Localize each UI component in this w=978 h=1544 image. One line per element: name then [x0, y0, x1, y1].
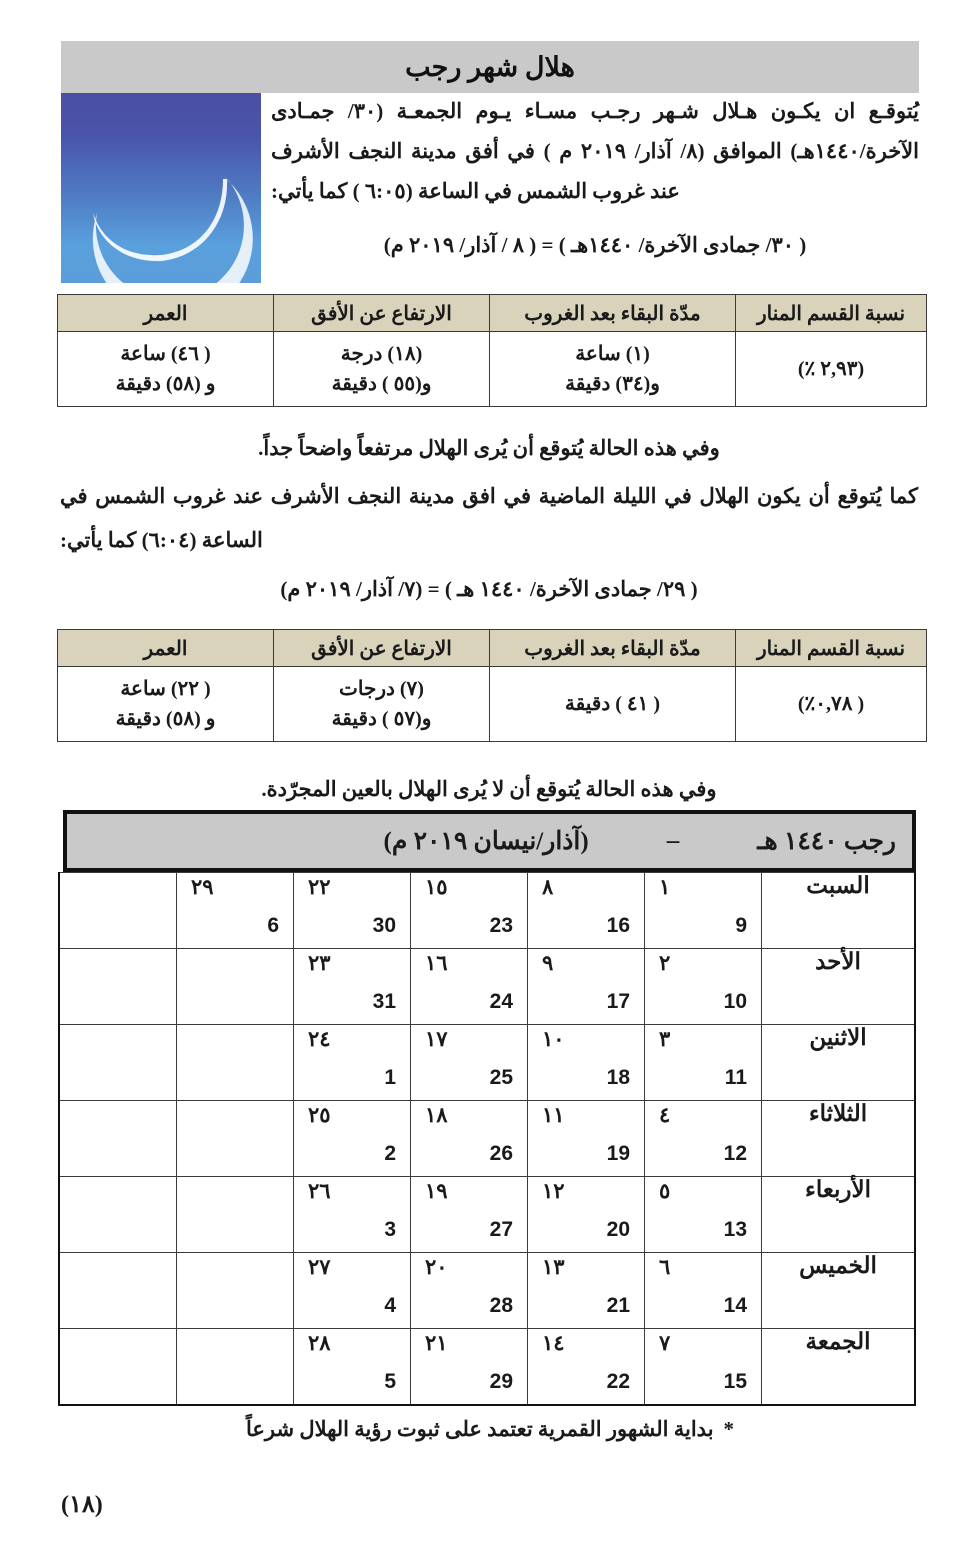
calendar-day-cell[interactable]: [177, 1329, 294, 1406]
calendar-day-cell[interactable]: [411, 1177, 528, 1253]
calendar-row: [59, 1177, 915, 1253]
intro-line-3: عند غروب الشمس في الساعة (٦:٠٥ ) كما يأتي:: [271, 179, 680, 203]
calendar-day-cell[interactable]: [59, 1177, 177, 1253]
footnote-text: بداية الشهور القمرية تعتمد على ثبوت رؤية الهلال شرعاً: [245, 1417, 714, 1441]
table-row: [58, 667, 927, 742]
calendar-day-cell[interactable]: [294, 873, 411, 949]
calendar-gregorian-date: 9: [735, 914, 747, 937]
calendar-day-cell[interactable]: [177, 1025, 294, 1101]
footnote: [61, 1417, 919, 1442]
calendar-hijri-date: ١٨: [425, 1103, 448, 1127]
calendar-gregorian-date: 15: [723, 1370, 747, 1393]
calendar-gregorian-date: 24: [489, 990, 513, 1013]
calendar-hijri-date: ٧: [659, 1331, 671, 1355]
calendar-gregorian-date: 21: [606, 1294, 630, 1317]
crescent-moon-photo: [61, 93, 261, 283]
calendar-hijri-date: ٣: [659, 1027, 671, 1051]
calendar-day-cell[interactable]: [528, 1253, 645, 1329]
calendar-day-cell[interactable]: [528, 949, 645, 1025]
calendar-gregorian-date: 23: [489, 914, 513, 937]
calendar-day-cell[interactable]: [645, 949, 762, 1025]
note-previous-night-line-2: الساعة (٦:٠٤) كما يأتي:: [60, 528, 263, 552]
calendar-gregorian-date: 31: [372, 990, 396, 1013]
th-irtifa-ufuq: الارتفاع عن الأفق: [274, 295, 490, 332]
calendar-day-cell[interactable]: [177, 1253, 294, 1329]
td-nisbat-qism-munar: ( ٠,٧٨٪): [736, 667, 927, 742]
intro-section: [61, 93, 919, 286]
calendar-gregorian-date: 5: [384, 1370, 396, 1393]
calendar-day-name: الأربعاء: [762, 1177, 916, 1253]
calendar-gregorian-date: 20: [606, 1218, 630, 1241]
calendar-hijri-date: ٢٥: [308, 1103, 331, 1127]
calendar-gregorian-date: 17: [606, 990, 630, 1013]
td-muddat-baqa: (١) ساعة و(٣٤) دقيقة: [490, 332, 736, 407]
calendar-day-cell[interactable]: [528, 1329, 645, 1406]
calendar-day-cell[interactable]: [645, 873, 762, 949]
calendar-gregorian-months: (آذار/نيسان ٢٠١٩ م): [383, 828, 589, 855]
calendar-day-cell[interactable]: [645, 1177, 762, 1253]
calendar-day-cell[interactable]: [59, 1329, 177, 1406]
calendar-day-cell[interactable]: [645, 1025, 762, 1101]
calendar-hijri-date: ٢٠: [425, 1255, 448, 1279]
note-after-table-2: وفي هذه الحالة يُتوقع أن لا يُرى الهلال بالعين المجرّدة.: [261, 777, 717, 801]
calendar-gregorian-date: 2: [384, 1142, 396, 1165]
calendar-gregorian-date: 25: [489, 1066, 513, 1089]
calendar-day-name: السبت: [762, 873, 916, 949]
calendar-day-cell[interactable]: [177, 873, 294, 949]
calendar-day-cell[interactable]: [294, 949, 411, 1025]
intro-line-2: الآخرة/١٤٤٠هـ) الموافق (٨/ آذار/ ٢٠١٩ م ) في أفق مدينة النجف الأشرف: [271, 139, 919, 163]
calendar-hijri-date: ١٧: [425, 1027, 448, 1051]
calendar-gregorian-date: 16: [606, 914, 630, 937]
table-header-row: [58, 630, 927, 667]
calendar-gregorian-date: 26: [489, 1142, 513, 1165]
th-muddat-baqa: مدّة البقاء بعد الغروب: [490, 630, 736, 667]
calendar-day-cell[interactable]: [294, 1177, 411, 1253]
td-umr: ( ٤٦) ساعة و (٥٨) دقيقة: [58, 332, 274, 407]
calendar-day-cell[interactable]: [177, 949, 294, 1025]
intro-line-1: يُتوقـع ان يكـون هـلال شـهر رجـب مسـاء يـوم الجمعـة (٣٠/ جمـادى: [271, 99, 920, 123]
calendar-day-cell[interactable]: [411, 949, 528, 1025]
calendar-day-cell[interactable]: [59, 1025, 177, 1101]
calendar-hijri-date: ٢: [659, 951, 671, 975]
th-nisbat-qism-munar: نسبة القسم المنار: [736, 630, 927, 667]
calendar-gregorian-date: 28: [489, 1294, 513, 1317]
calendar-day-name: الاثنين: [762, 1025, 916, 1101]
table-header-row: [58, 295, 927, 332]
td-irtifa-ufuq: (١٨) درجة و(٥٥ ) دقيقة: [274, 332, 490, 407]
calendar-day-cell[interactable]: [411, 1101, 528, 1177]
td-umr: ( ٢٢) ساعة و (٥٨) دقيقة: [58, 667, 274, 742]
calendar-day-cell[interactable]: [645, 1253, 762, 1329]
calendar-hijri-date: ٢١: [425, 1331, 448, 1355]
calendar-hijri-date: ١٣: [542, 1255, 565, 1279]
calendar-day-cell[interactable]: [59, 949, 177, 1025]
month-calendar: [63, 810, 916, 1406]
calendar-day-cell[interactable]: [645, 1329, 762, 1406]
th-nisbat-qism-munar: نسبة القسم المنار: [736, 295, 927, 332]
calendar-day-cell[interactable]: [59, 1253, 177, 1329]
calendar-header: [63, 810, 916, 872]
crescent-shape-icon: [61, 93, 261, 283]
calendar-day-name: الثلاثاء: [762, 1101, 916, 1177]
calendar-hijri-date: ٢٦: [308, 1179, 331, 1203]
calendar-gregorian-date: 13: [723, 1218, 747, 1241]
page-number: (١٨): [61, 1492, 103, 1518]
calendar-day-cell[interactable]: [645, 1101, 762, 1177]
calendar-row: [59, 1253, 915, 1329]
calendar-row: [59, 1329, 915, 1406]
calendar-day-name: الأحد: [762, 949, 916, 1025]
calendar-hijri-date: ١٦: [425, 951, 448, 975]
calendar-hijri-date: ١٠: [542, 1027, 565, 1051]
calendar-day-cell[interactable]: [411, 1253, 528, 1329]
calendar-hijri-date: ١٥: [425, 875, 448, 899]
calendar-hijri-date: ٨: [542, 875, 554, 899]
calendar-day-cell[interactable]: [411, 1025, 528, 1101]
hilal-data-table-2: [57, 629, 927, 742]
calendar-row: [59, 873, 915, 949]
calendar-gregorian-date: 4: [384, 1294, 396, 1317]
calendar-day-cell[interactable]: [59, 1101, 177, 1177]
calendar-hijri-date: ٥: [659, 1179, 671, 1203]
calendar-hijri-date: ٦: [659, 1255, 671, 1279]
calendar-day-cell[interactable]: [294, 1025, 411, 1101]
footnote-star-icon: *: [723, 1417, 735, 1441]
calendar-hijri-month: رجب ١٤٤٠ هـ: [757, 828, 896, 855]
calendar-hijri-date: ١٢: [542, 1179, 565, 1203]
calendar-day-cell[interactable]: [528, 1101, 645, 1177]
td-nisbat-qism-munar: (٢,٩٣ ٪): [736, 332, 927, 407]
calendar-gregorian-date: 19: [606, 1142, 630, 1165]
calendar-day-cell[interactable]: [294, 1101, 411, 1177]
calendar-gregorian-date: 14: [723, 1294, 747, 1317]
th-muddat-baqa: مدّة البقاء بعد الغروب: [490, 295, 736, 332]
calendar-hijri-date: ٢٢: [308, 875, 331, 899]
table-row: [58, 332, 927, 407]
calendar-day-cell[interactable]: [528, 1177, 645, 1253]
calendar-hijri-date: ٤: [659, 1103, 671, 1127]
calendar-body: [59, 873, 915, 1406]
calendar-day-cell[interactable]: [294, 1253, 411, 1329]
calendar-day-cell[interactable]: [294, 1329, 411, 1406]
calendar-day-cell[interactable]: [177, 1177, 294, 1253]
calendar-gregorian-date: 27: [489, 1218, 513, 1241]
intro-equation: ( ٣٠/ جمادى الآخرة/ ١٤٤٠هـ ) = ( ٨ / آذار/ ٢٠١٩ م): [383, 233, 807, 257]
calendar-gregorian-date: 30: [372, 914, 396, 937]
calendar-gregorian-date: 12: [723, 1142, 747, 1165]
calendar-hijri-date: ١: [659, 875, 671, 899]
calendar-day-name: الجمعة: [762, 1329, 916, 1406]
calendar-gregorian-date: 22: [606, 1370, 630, 1393]
page-title-bar: [61, 41, 919, 93]
intro-paragraph: [271, 91, 919, 211]
calendar-hijri-date: ١٩: [425, 1179, 448, 1203]
calendar-day-cell[interactable]: [411, 1329, 528, 1406]
note-previous-night-line-1: كما يُتوقع أن يكون الهلال في الليلة الماضية في افق مدينة النجف الأشرف عند غروب الشمس في: [60, 484, 918, 508]
calendar-hijri-date: ٢٤: [308, 1027, 331, 1051]
calendar-hijri-date: ١١: [542, 1103, 565, 1127]
calendar-hijri-date: ٢٩: [191, 875, 214, 899]
calendar-hijri-date: ١٤: [542, 1331, 565, 1355]
calendar-hijri-date: ٩: [542, 951, 554, 975]
th-umr: العمر: [58, 630, 274, 667]
calendar-gregorian-date: 1: [384, 1066, 396, 1089]
th-umr: العمر: [58, 295, 274, 332]
calendar-day-name: الخميس: [762, 1253, 916, 1329]
hilal-data-table-1: [57, 294, 927, 407]
calendar-day-cell[interactable]: [177, 1101, 294, 1177]
calendar-gregorian-date: 6: [267, 914, 279, 937]
td-muddat-baqa: ( ٤١ ) دقيقة: [490, 667, 736, 742]
calendar-row: [59, 1025, 915, 1101]
calendar-row: [59, 1101, 915, 1177]
calendar-day-cell[interactable]: [528, 1025, 645, 1101]
calendar-day-cell[interactable]: [411, 873, 528, 949]
calendar-hijri-date: ٢٨: [308, 1331, 331, 1355]
calendar-row: [59, 949, 915, 1025]
note-after-table-1: وفي هذه الحالة يُتوقع أن يُرى الهلال مرتفعاً واضحاً جداً.: [258, 436, 720, 460]
previous-night-equation: ( ٢٩/ جمادى الآخرة/ ١٤٤٠ هـ ) = (٧/ آذار/ ٢٠١٩ م): [280, 577, 698, 601]
calendar-day-cell[interactable]: [59, 873, 177, 949]
calendar-grid: [58, 872, 916, 1406]
calendar-day-cell[interactable]: [528, 873, 645, 949]
calendar-gregorian-date: 11: [724, 1066, 747, 1089]
calendar-gregorian-date: 3: [384, 1218, 396, 1241]
calendar-gregorian-date: 10: [723, 990, 747, 1013]
calendar-gregorian-date: 29: [489, 1370, 513, 1393]
calendar-hijri-date: ٢٧: [308, 1255, 331, 1279]
calendar-gregorian-date: 18: [606, 1066, 630, 1089]
th-irtifa-ufuq: الارتفاع عن الأفق: [274, 630, 490, 667]
calendar-header-dash: –: [666, 827, 680, 854]
page-title: هلال شهر رجب: [405, 51, 575, 82]
td-irtifa-ufuq: (٧) درجات و(٥٧ ) دقيقة: [274, 667, 490, 742]
calendar-hijri-date: ٢٣: [308, 951, 331, 975]
